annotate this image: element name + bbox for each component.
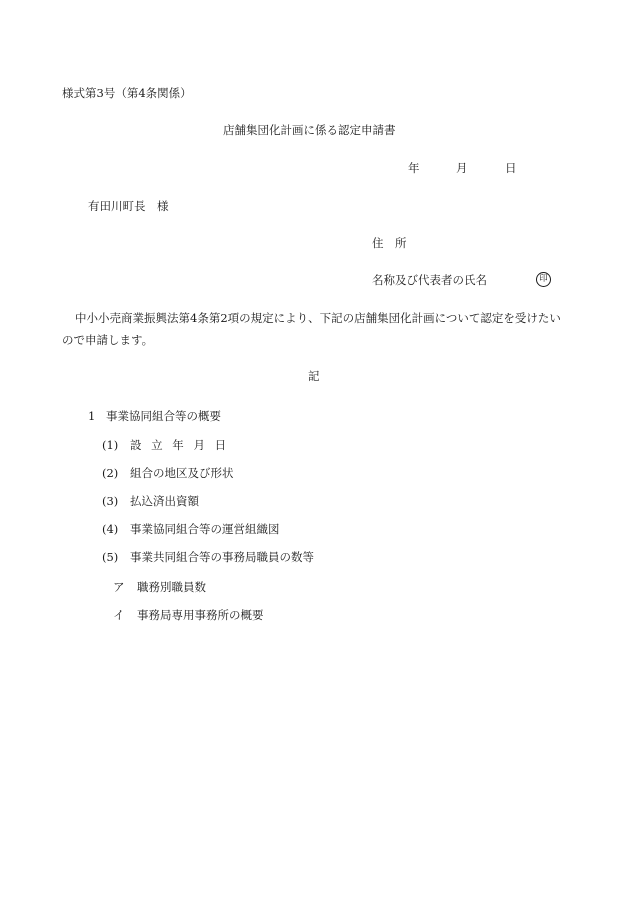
body-paragraph: 中小小売商業振興法第4条第2項の規定により、下記の店舗集団化計画について認定を受けたいので申請します。 (62, 311, 561, 347)
section-1-number: 1 (88, 409, 96, 423)
list-item-label: 設 立 年 月 日 (130, 438, 230, 452)
date-day: 日 (505, 161, 517, 175)
sub-item-label: 事務局専用事務所の概要 (137, 608, 264, 622)
ki-heading: 記 (308, 369, 320, 383)
sub-item-kana: イ (113, 608, 125, 622)
list-item-number: (4) (102, 522, 119, 536)
list-item-number: (1) (102, 438, 119, 452)
applicant-name-label: 名称及び代表者の氏名 (372, 273, 487, 287)
list-item-label: 払込済出資額 (130, 494, 199, 508)
section-1-heading: 事業協同組合等の概要 (106, 409, 221, 423)
applicant-address-label: 住 所 (372, 236, 407, 250)
list-item-number: (5) (102, 550, 119, 564)
list-item-label: 事業共同組合等の事務局職員の数等 (130, 550, 314, 564)
document-title: 店舗集団化計画に係る認定申請書 (223, 123, 396, 137)
addressee: 有田川町長 様 (88, 199, 169, 213)
list-item-number: (3) (102, 494, 119, 508)
date-month: 月 (456, 161, 468, 175)
sub-item-label: 職務別職員数 (137, 580, 206, 594)
date-year: 年 (408, 161, 420, 175)
sub-item-kana: ア (113, 580, 125, 594)
list-item-label: 組合の地区及び形状 (130, 466, 234, 480)
list-item-label: 事業協同組合等の運営組織図 (130, 522, 280, 536)
form-number: 様式第3号（第4条関係） (62, 86, 192, 100)
seal-mark: 印 (536, 272, 551, 287)
list-item-number: (2) (102, 466, 119, 480)
